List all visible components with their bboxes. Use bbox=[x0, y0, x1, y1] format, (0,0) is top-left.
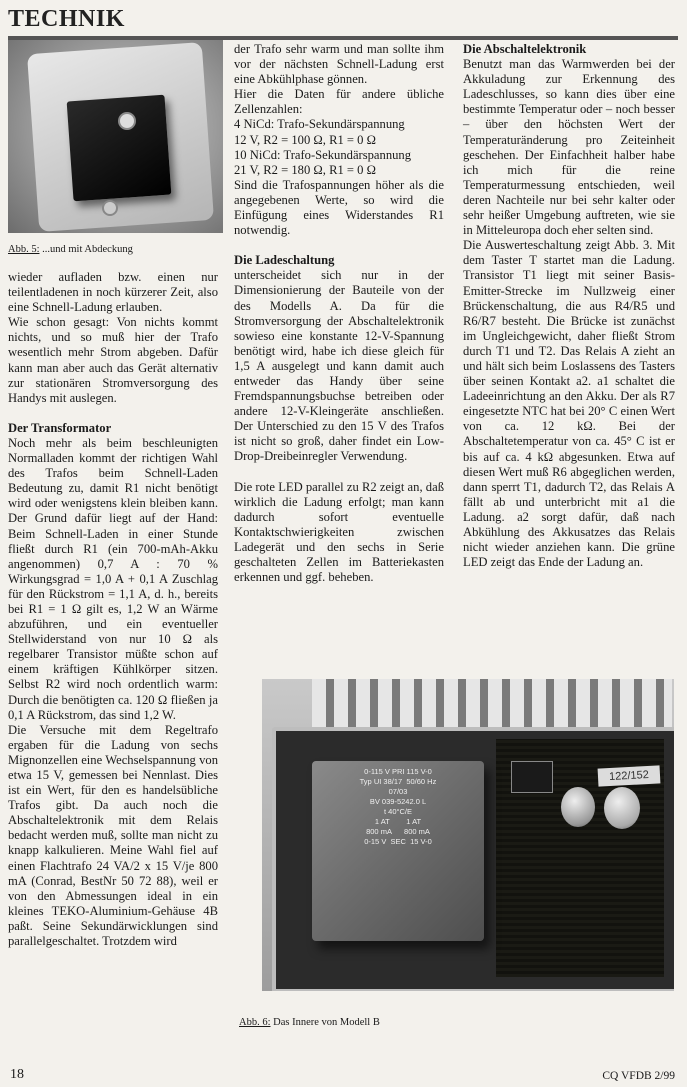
relay bbox=[511, 761, 553, 793]
paragraph: Benutzt man das Warmwerden bei der Akkuladung zur Erkennung des Ladeschlusses, so kann dies über eine bestimmte Temperatur oder – noch besser – über den höchsten Wert der Temperaturänderung pro Zeiteinheit geschehen. Der Einfachheit halber habe ich mich für die reine Temperaturmessung entschieden, weil deren Nachteile nur bei sehr kalter oder sehr heißer Umgebung auftreten, wie sie in Mitteleuropa doch eher selten sind. bbox=[463, 57, 675, 238]
paragraph: Die rote LED parallel zu R2 zeigt an, daß wirklich die Ladung erfolgt; man kann dadurch sofort eventuelle Kontaktschwierigkeiten zwischen Ladegerät und den sechs in Serie geschalteten Zellen im Batteriekasten erkennen und ggf. beheben. bbox=[234, 479, 444, 585]
heading-abschaltelektronik: Die Abschaltelektronik bbox=[463, 42, 587, 56]
paragraph: Sind die Trafospannungen höher als die angegebenen Werte, so wird die Einfügung eines Widerstandes R1 notwendig. bbox=[234, 177, 444, 238]
figure-6-caption bbox=[239, 1017, 380, 1028]
paragraph: Hier die Daten für andere übliche Zellenzahlen: bbox=[234, 87, 444, 117]
paragraph: wieder aufladen bzw. einen nur teilentladenen in noch kürzerer Zeit, also eine Schnell-Ladung erlauben. bbox=[8, 270, 218, 315]
heading-ladeschaltung: Die Ladeschaltung bbox=[234, 253, 335, 268]
transformer bbox=[312, 761, 484, 941]
figure-6-photo bbox=[262, 679, 674, 991]
paragraph: Die Auswerteschaltung zeigt Abb. 3. Mit dem Taster T startet man die Ladung. Transistor T1 liegt mit seiner Basis-Emitter-Strecke im Nullzweig einer Brückenschaltung, die aus R4/R5 und R6/R7 besteht. Die Brücke ist zunächst im Ungleichgewicht, daher fließt Strom durch T1 und T2. Das Relais A zieht an und hält sich beim Loslassens des Tasters über seinen Kontakt a2. a1 schaltet die Ladeeinrichtung an den Akku. Der als R7 eingesetzte NTC hat bei 20° C einen Wert von ca. 12 kΩ. Bei der Abschaltetemperatur von ca. 45° C ist er bis auf ca. 4 kΩ abgesunken. Etwa auf diesen Wert muß R6 abgeglichen werden, dann sperrt T1, dadurch T2, das Relais A fällt ab und unterbricht mit a1 die Ladung. a2 sorgt dafür, daß nach Abkühlung des Akkusatzes das Relais nicht wieder anziehen kann. Die grüne LED zeigt das Ende der Ladung an. bbox=[463, 238, 675, 570]
paragraph: 10 NiCd: Trafo-Sekundärspannung bbox=[234, 147, 412, 162]
paragraph: der Trafo sehr warm und man sollte ihm vor der nächsten Schnell-Ladung erst eine Abkühlphase gönnen. bbox=[234, 42, 444, 87]
column-2 bbox=[234, 42, 444, 585]
journal-issue: CQ VFDB 2/99 bbox=[602, 1070, 675, 1082]
column-1 bbox=[8, 270, 218, 949]
paragraph: Noch mehr als beim beschleunigten Normalladen kommt der richtigen Wahl des Trafos beim Schnell-Laden Bedeutung zu, damit R1 nicht benötigt wird oder wenigstens klein bleiben kann. Der Grund dafür liegt auf der Hand: Beim Schnell-Laden in einer Stunde fließt durch R1 (ein 700-mAh-Akku angenommen) 0,7 A : 70 % Wirkungsgrad = 1,0 A + 0,1 A Zuschlag für den Rückstrom = 1,1 A, d. h., bereits bei R1 = 1 Ω gilt es, 1,2 W an Wärme abzuführen, und ein eventueller Stellwiderstand von nur 10 Ω als regelbarer Transistor müßte schon auf einem kräftigen Kühlkörper sitzen. Selbst R2 wird noch ordentlich warm: Durch die benötigten ca. 120 Ω fließen ja 0,1 A Rückstrom, das sind 1,2 W. bbox=[8, 435, 218, 722]
paragraph: Wie schon gesagt: Von nichts kommt nichts, und so muß hier der Trafo wesentlich mehr Strom abgeben. Dafür kann man aber auch das Gerät alternativ zur stationären Stromversorgung des Handys mit auslegen. bbox=[8, 315, 218, 405]
aluminium-case bbox=[272, 727, 674, 991]
heading-transformator: Der Transformator bbox=[8, 420, 112, 435]
page-number: 18 bbox=[10, 1067, 24, 1082]
paragraph: 12 V, R2 = 100 Ω, R1 = 0 Ω bbox=[234, 132, 376, 147]
paragraph: Die Versuche mit dem Regeltrafo ergaben für die Ladung von sechs Mignonzellen eine Wechselspannung von etwa 15 V, gemessen bei Nennlast. Dies ist ein Wert, für den es handelsübliche Trafos gibt. Da auch noch die Abschaltelektronik mit dem Relais bedacht werden muß, sollte man nicht zu knapp kalkulieren. Meine Wahl fiel auf einen Flachtrafo 24 VA/2 x 15 V/je 800 mA (Conrad, BestNr 50 72 88), weil er von den Abmessungen ideal in ein kleines TEKO-Aluminium-Gehäuse 4B paßt. Seine Sekundärwicklungen sind parallelgeschaltet. Trotzdem wird bbox=[8, 722, 218, 949]
paragraph: unterscheidet sich nur in der Dimensionierung der Bauteile von der des Modells A. Da für die Stromversorgung der Abschaltelektronik sowieso eine konstante 12-V-Spannung benötigt wird, habe ich diese gleich für 1,5 A ausgelegt und kann damit auch entweder das Handy über seine Fremdspannungsbuchse betreiben oder andere 12-V-Kleingeräte anschließen. Der Unterschied zu den 15 V des Trafos ist nicht so groß, daher findet ein Low-Drop-Dreibeinregler Verwendung. bbox=[234, 268, 444, 464]
figure-6-label: Abb. 6: bbox=[239, 1017, 271, 1028]
figure-5-photo bbox=[8, 40, 223, 233]
transformer-label: 0-115 V PRI 115 V-0 Typ UI 38/17 50/60 Hz 07/03 BV 039-5242.0 L t 40°C/E 1 AT 1 AT 800 mA 800 mA 0-15 V SEC 15 V-0 bbox=[359, 767, 437, 846]
figure-5-label: Abb. 5: bbox=[8, 244, 40, 255]
heatsink bbox=[312, 679, 672, 729]
section-title: TECHNIK bbox=[8, 6, 125, 32]
label-tag: 122/152 bbox=[598, 765, 661, 786]
paragraph: 21 V, R2 = 180 Ω, R1 = 0 Ω bbox=[234, 162, 376, 177]
figure-5-caption bbox=[8, 244, 133, 255]
capacitor-icon bbox=[604, 787, 640, 829]
figure-6-caption-text: Das Innere von Modell B bbox=[270, 1017, 380, 1028]
capacitor-icon bbox=[561, 787, 595, 827]
figure-5-caption-text: ...und mit Abdeckung bbox=[39, 244, 133, 255]
screw-icon bbox=[118, 112, 136, 130]
section-header bbox=[8, 6, 678, 40]
screw-icon bbox=[102, 200, 118, 216]
column-3 bbox=[463, 42, 675, 570]
black-cover bbox=[67, 95, 172, 202]
paragraph: 4 NiCd: Trafo-Sekundärspannung bbox=[234, 117, 405, 132]
